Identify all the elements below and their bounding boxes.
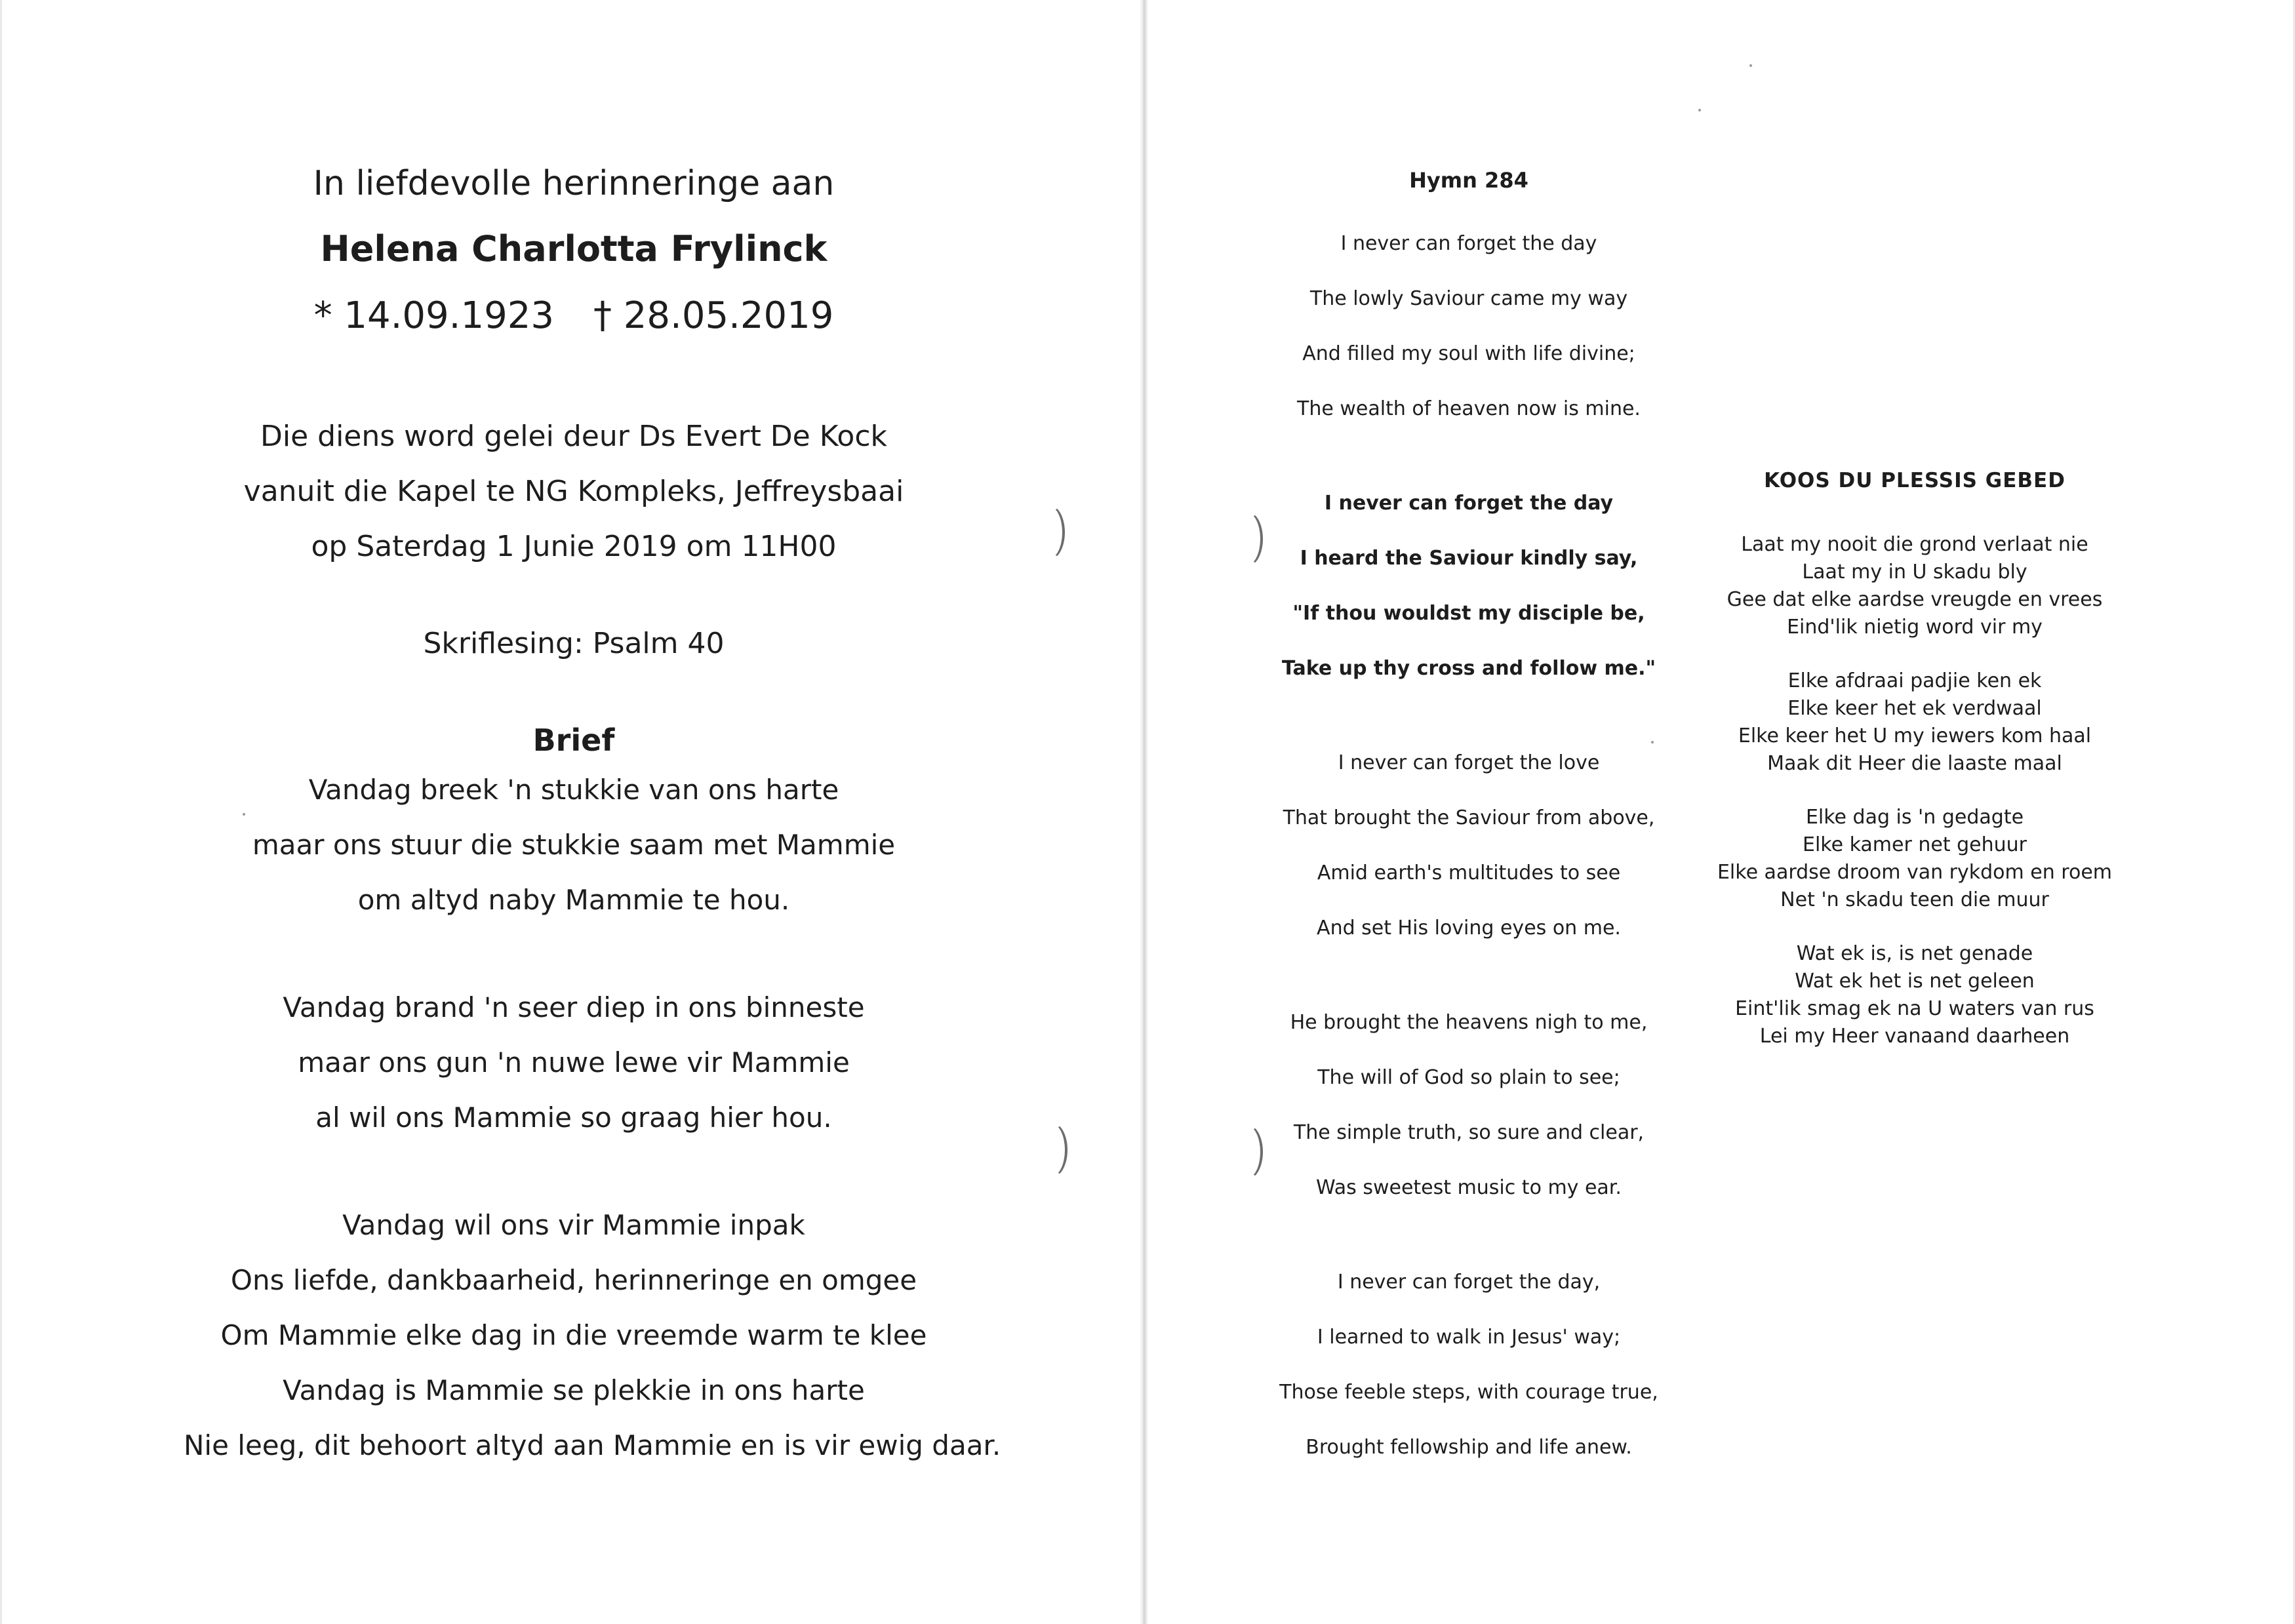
hymn-line: The simple truth, so sure and clear,	[1293, 1121, 1645, 1144]
prayer-line: Eint'lik smag ek na U waters van rus	[1735, 997, 2094, 1020]
prayer-verse	[1698, 531, 2131, 641]
hymn-line: The wealth of heaven now is mine.	[1297, 397, 1641, 420]
scripture-reading: Skriflesing: Psalm 40	[423, 627, 725, 660]
hymn-line: Take up thy cross and follow me."	[1281, 657, 1656, 680]
punch-hole-left-bottom	[1036, 1122, 1068, 1178]
brief-line: Nie leeg, dit behoort altyd aan Mammie en is vir ewig daar.	[184, 1429, 1001, 1461]
prayer-line: Elke dag is 'n gedagte	[1805, 806, 2024, 829]
service-details	[184, 409, 964, 574]
left-page	[184, 151, 1001, 1473]
hymn-line: Was sweetest music to my ear.	[1316, 1176, 1622, 1199]
hymn-line: I never can forget the day	[1340, 232, 1597, 255]
hymn-line: I never can forget the day,	[1337, 1271, 1601, 1294]
speck	[1749, 64, 1752, 67]
hymn-line: The lowly Saviour came my way	[1309, 287, 1628, 310]
hymn-line: I never can forget the day	[1324, 492, 1614, 515]
brief-line: Ons liefde, dankbaarheid, herinneringe en omgee	[230, 1264, 917, 1296]
brief-title: Brief	[532, 723, 615, 758]
center-fold	[1140, 0, 1148, 1624]
punch-hole-left-top	[1033, 505, 1065, 560]
prayer-line: Wat ek het is net geleen	[1795, 970, 2035, 993]
hymn-line: I heard the Saviour kindly say,	[1300, 547, 1638, 570]
hymn-line: That brought the Saviour from above,	[1283, 806, 1655, 829]
deceased-name: Helena Charlotta Frylinck	[320, 228, 828, 269]
hymn-verse	[1252, 736, 1685, 956]
hymn-line: I never can forget the love	[1338, 751, 1600, 774]
prayer-line: Elke keer het ek verdwaal	[1787, 697, 2042, 720]
service-line: op Saterdag 1 Junie 2019 om 11H00	[311, 530, 837, 563]
prayer-line: Gee dat elke aardse vreugde en vrees	[1726, 588, 2103, 611]
brief-line: Vandag is Mammie se plekkie in ons harte	[283, 1374, 865, 1406]
hymn-verse	[1252, 1255, 1685, 1475]
brief-line: Vandag breek 'n stukkie van ons harte	[308, 774, 839, 806]
prayer-line: Lei my Heer vanaand daarheen	[1759, 1025, 2070, 1048]
prayer-line: Maak dit Heer die laaste maal	[1767, 752, 2062, 775]
hymn-line: He brought the heavens nigh to me,	[1290, 1011, 1648, 1034]
prayer-line: Wat ek is, is net genade	[1796, 942, 2033, 965]
prayer-title: KOOS DU PLESSIS GEBED	[1764, 469, 2066, 492]
prayer-line: Elke keer het U my iewers kom haal	[1738, 724, 2092, 747]
brief-stanza	[184, 762, 964, 928]
brief-line: Vandag brand 'n seer diep in ons binneste	[283, 991, 865, 1023]
speck	[1698, 109, 1701, 111]
hymn-line: And set His loving eyes on me.	[1317, 917, 1621, 940]
prayer-line: Elke kamer net gehuur	[1802, 833, 2027, 856]
brief-line: om altyd naby Mammie te hou.	[357, 884, 790, 916]
birth-date: * 14.09.1923	[313, 294, 554, 337]
prayer-line: Laat my nooit die grond verlaat nie	[1741, 533, 2088, 556]
hymn-chorus	[1252, 476, 1685, 696]
death-date: † 28.05.2019	[593, 294, 834, 337]
hymn-line: The will of God so plain to see;	[1317, 1066, 1620, 1089]
service-line: vanuit die Kapel te NG Kompleks, Jeffreysbaai	[243, 475, 904, 508]
prayer-verse	[1698, 940, 2131, 1050]
brief-stanza	[184, 980, 964, 1145]
left-edge	[0, 0, 2, 1624]
hymn-column	[1252, 164, 1685, 1475]
prayer-verse	[1698, 804, 2131, 914]
hymn-line: Brought fellowship and life anew.	[1306, 1436, 1632, 1459]
life-dates	[184, 294, 964, 337]
service-line: Die diens word gelei deur Ds Evert De Kock	[260, 420, 887, 453]
hymn-line: Those feeble steps, with courage true,	[1279, 1381, 1658, 1404]
prayer-line: Eind'lik nietig word vir my	[1787, 616, 2043, 639]
brief-line: maar ons stuur die stukkie saam met Mammie	[252, 829, 896, 861]
brief-line: Vandag wil ons vir Mammie inpak	[342, 1209, 805, 1241]
hymn-title: Hymn 284	[1409, 168, 1528, 193]
prayer-line: Elke afdraai padjie ken ek	[1787, 669, 2042, 692]
hymn-line: "If thou wouldst my disciple be,	[1292, 602, 1645, 625]
hymn-line: Amid earth's multitudes to see	[1317, 862, 1621, 884]
prayer-column	[1698, 464, 2131, 1050]
hymn-line: I learned to walk in Jesus' way;	[1317, 1326, 1621, 1349]
intro-text: In liefdevolle herinneringe aan	[313, 164, 835, 203]
brief-line: Om Mammie elke dag in die vreemde warm te klee	[220, 1319, 927, 1351]
brief-line: maar ons gun 'n nuwe lewe vir Mammie	[298, 1046, 850, 1079]
prayer-line: Elke aardse droom van rykdom en roem	[1717, 861, 2113, 884]
hymn-verse	[1252, 216, 1685, 437]
hymn-line: And filled my soul with life divine;	[1302, 342, 1635, 365]
brief-stanza	[184, 1198, 1001, 1473]
brief-line: al wil ons Mammie so graag hier hou.	[315, 1101, 832, 1134]
prayer-line: Net 'n skadu teen die muur	[1780, 888, 2049, 911]
hymn-verse	[1252, 995, 1685, 1216]
prayer-line: Laat my in U skadu bly	[1802, 561, 2027, 584]
prayer-verse	[1698, 667, 2131, 778]
